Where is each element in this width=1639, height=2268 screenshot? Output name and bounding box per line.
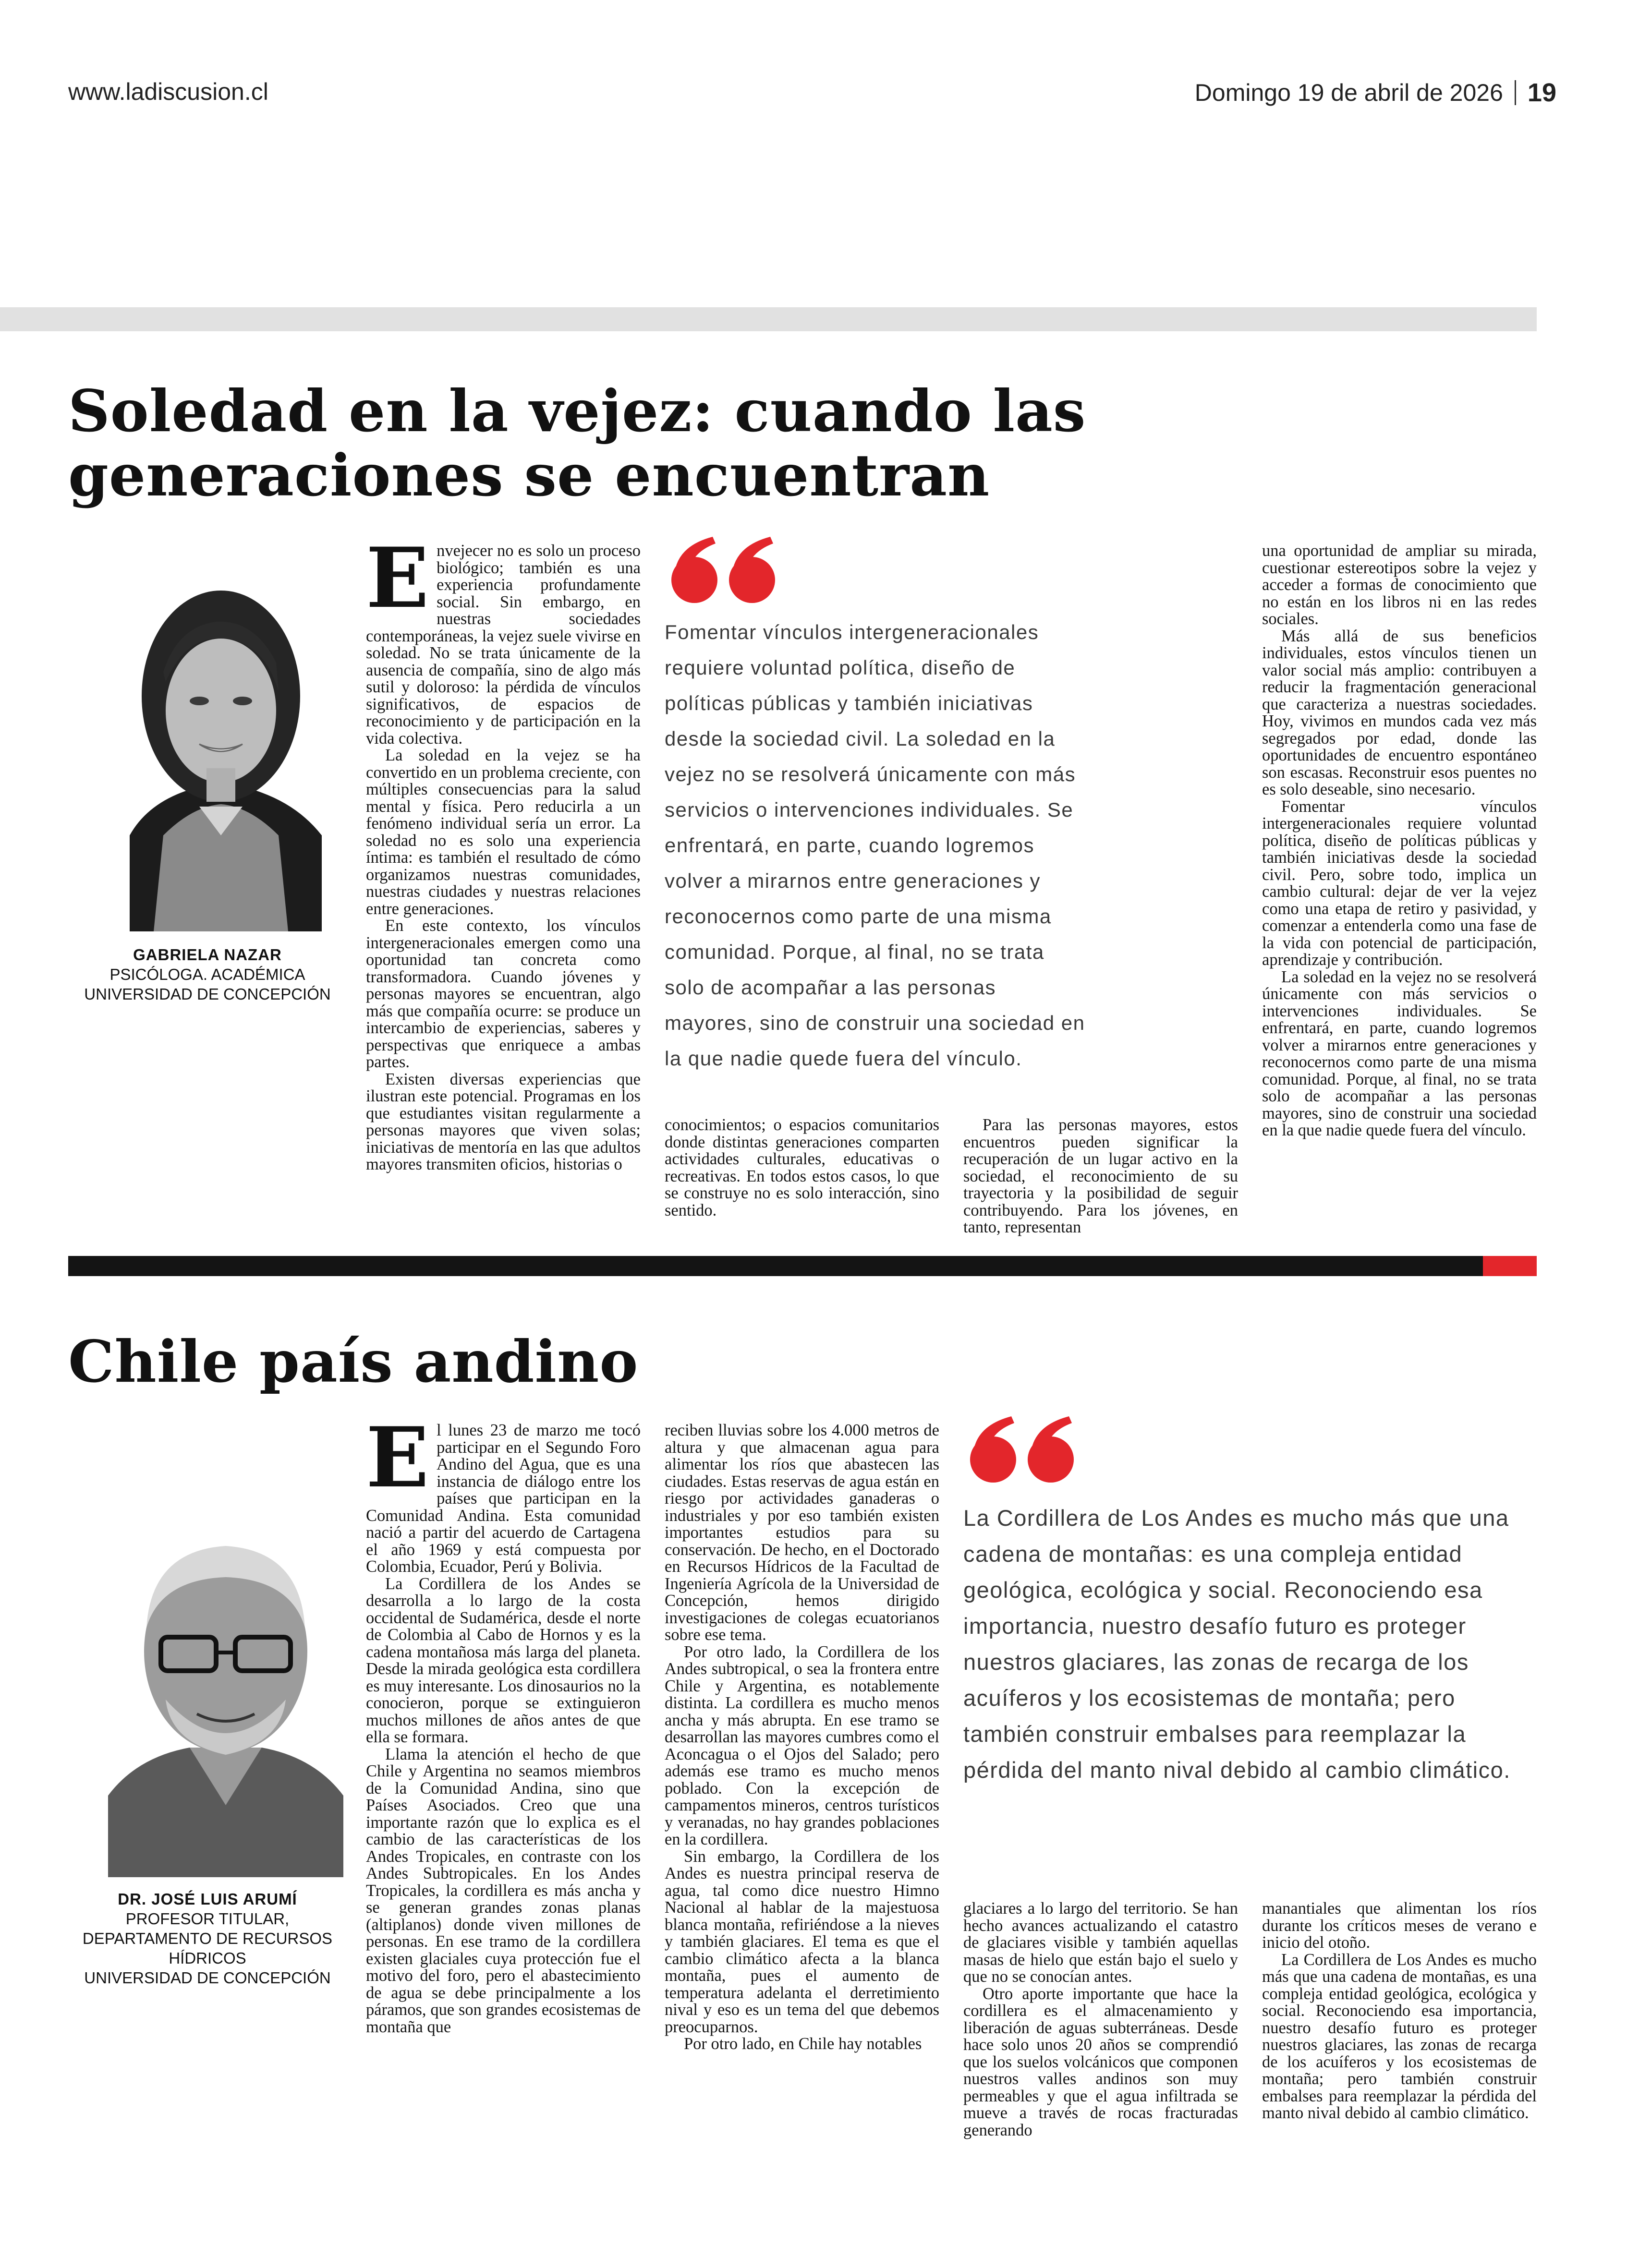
paragraph: Por otro lado, en Chile hay notables xyxy=(684,2035,922,2053)
article2-column-3 xyxy=(963,1900,1238,2139)
author-portrait-woman xyxy=(96,567,346,931)
article1-byline xyxy=(68,945,347,1004)
article1-column-4 xyxy=(1262,543,1537,1139)
article1-headline xyxy=(68,379,1086,508)
pull-quote-text: La Cordillera de Los Andes es mucho más que una cadena de montañas: es una compleja entidad geológica, ecológica y social. Reconociendo esa importancia, nuestro desafío futuro es proteger nuestros glaciares, las zonas de recarga de los acuíferos y los ecosistemas de montaña; pero también construir embalses para reemplazar la pérdida del manto nival debido al cambio climático. xyxy=(963,1505,1511,1783)
author-affiliation: UNIVERSIDAD DE CONCEPCIÓN xyxy=(84,1969,331,1987)
article1-column-1 xyxy=(366,529,641,1173)
author-affiliation: UNIVERSIDAD DE CONCEPCIÓN xyxy=(84,985,331,1003)
issue-date: Domingo 19 de abril de 2026 xyxy=(1194,79,1503,106)
paragraph: manantiales que alimentan los ríos durante los críticos meses de verano e inicio del otoño. xyxy=(1262,1899,1537,1952)
article2-headline: Chile país andino xyxy=(68,1328,639,1396)
paragraph: La Cordillera de Los Andes es mucho más que una cadena de montañas, es una compleja entidad geológica, ecológica y social. Reconociendo esa importancia, nuestro desafío futuro es proteger nuestros glaciares, las zonas de recarga de los acuíferos y los ecosistemas de montaña; pero también construir embalses para reemplazar la pérdida del manto nival debido al cambio climático. xyxy=(1262,1950,1537,2122)
author-name: GABRIELA NAZAR xyxy=(133,946,282,964)
paragraph: La soledad en la vejez se ha convertido en un problema creciente, con múltiples consecuencias para la salud mental y física. Pero reducirla a un fenómeno individual sería un error. La soledad no es solo una experiencia íntima: es también el resultado de cómo organizamos nuestras comunidades, nuestras ciudades y nuestras relaciones entre generaciones. xyxy=(366,746,641,918)
paragraph: Sin embargo, la Cordillera de los Andes es nuestra principal reserva de agua, tal como dice nuestro Himno Nacional al hablar de la majestuosa blanca montaña, refiriéndose a la nieves y también glaciares. El tema es que el cambio climático afecta a la blanca montaña, pues el aumento de temperatura adelanta el derretimiento nival y eso es un tema del que debemos preocuparnos. xyxy=(665,1847,939,2036)
article1-headline-line1: Soledad en la vejez: cuando las xyxy=(68,377,1086,445)
site-url[interactable]: www.ladiscusion.cl xyxy=(68,78,268,105)
article1-column-2 xyxy=(665,1117,939,1219)
header-separator xyxy=(1515,80,1516,105)
article2-byline xyxy=(68,1889,347,1988)
author-portrait-man xyxy=(108,1498,343,1877)
quote-mark-icon xyxy=(665,532,789,604)
paragraph: Otro aporte importante que hace la cordillera es el almacenamiento y liberación de aguas subterráneas. Desde hace solo unos 20 años se comprendió que los suelos volcánicos que componen nuestros valles andinos son muy permeables y que el agua infiltrada se mueve a través de rocas fracturadas generando xyxy=(963,1984,1238,2139)
paragraph: reciben lluvias sobre los 4.000 metros de altura y que almacenan agua para alimentar los ríos que abastecen las ciudades. Estas reservas de agua están en riesgo por actividades ganaderas o industriales y por eso también existen importantes estudios para su conservación. De hecho, en el Doctorado en Recursos Hídricos de la Facultad de Ingeniería Agrícola de la Universidad de Concepción, hemos dirigido investigaciones de colegas ecuatorianos sobre ese tema. xyxy=(665,1421,939,1644)
paragraph: La soledad en la vejez no se resolverá únicamente con más servicios o intervenciones individuales. Se enfrentará, en parte, cuando logremos volver a mirarnos entre generaciones y reconocernos como parte de una misma comunidad. Porque, al final, no se trata solo de acompañar a las personas mayores, sino de construir una sociedad en la que nadie quede fuera del vínculo. xyxy=(1262,967,1537,1139)
paragraph: l lunes 23 de marzo me tocó participar en el Segundo Foro Andino del Agua, que es una instancia de diálogo entre los países que participan en la Comunidad Andina. Esta comunidad nació a partir del acuerdo de Cartagena el año 1969 y está compuesta por Colombia, Ecuador, Perú y Bolivia. xyxy=(366,1421,641,1576)
article1-column-3 xyxy=(963,1117,1238,1236)
paragraph: En este contexto, los vínculos intergeneracionales emergen como una oportunidad tan concreta como transformadora. Cuando jóvenes y personas mayores se encuentran, algo más que compañía ocurre: se produce un intercambio de experiencias, saberes y perspectivas que enriquece a ambas partes. xyxy=(366,917,641,1071)
date-page-block xyxy=(1195,78,1556,108)
article2-column-4 xyxy=(1262,1900,1537,2122)
dropcap: E xyxy=(366,529,429,627)
author-role: PROFESOR TITULAR, xyxy=(125,1910,290,1928)
author-role: PSICÓLOGA. ACADÉMICA xyxy=(109,965,305,983)
paragraph: una oportunidad de ampliar su mirada, cuestionar estereotipos sobre la vejez y acceder a formas de conocimiento que no están en los libros ni en las redes sociales. xyxy=(1262,542,1537,628)
paragraph: glaciares a lo largo del territorio. Se han hecho avances actualizando el catastro de glaciares visible y también aquellas masas de hielo que están bajo el suelo y que no se conocían antes. xyxy=(963,1899,1238,1986)
article1-author-photo xyxy=(96,567,346,931)
top-grey-band xyxy=(0,307,1537,331)
page-number: 19 xyxy=(1527,78,1556,107)
article2-column-1 xyxy=(366,1409,641,2036)
paragraph: Existen diversas experiencias que ilustran este potencial. Programas en los que estudiantes visitan regularmente a personas mayores que viven solas; iniciativas de mentoría en las que adultos mayores transmiten oficios, historias o xyxy=(366,1070,641,1173)
paragraph: Fomentar vínculos intergeneracionales requiere voluntad política, diseño de políticas públicas y también iniciativas desde la sociedad civil. Pero, sobre todo, implica un cambio cultural: dejar de ver la vejez como una etapa de retiro y pasividad, y comenzar a entenderla como una fase de la vida con potencial de participación, aprendizaje y contribución. xyxy=(1262,797,1537,969)
paragraph: conocimientos; o espacios comunitarios donde distintas generaciones comparten actividades culturales, educativas o recreativas. En todos estos casos, lo que se construye no es solo interacción, sino sentido. xyxy=(665,1116,939,1219)
section-divider xyxy=(68,1256,1483,1276)
quote-mark-icon xyxy=(963,1411,1088,1484)
paragraph: Para las personas mayores, estos encuentros pueden significar la recuperación de un lugar activo en la sociedad, el reconocimiento de su trayectoria y la posibilidad de seguir contribuyendo. Para los jóvenes, en tanto, representan xyxy=(963,1116,1238,1236)
pull-quote-text: Fomentar vínculos intergeneracionales requiere voluntad política, diseño de políticas públicas y también iniciativas desde la sociedad civil. La soledad en la vejez no se resolverá únicamente con más servicios o intervenciones individuales. Se enfrentará, en parte, cuando logremos volver a mirarnos entre generaciones y reconocernos como parte de una misma comunidad. Porque, al final, no se trata solo de acompañar a las personas mayores, sino de construir una sociedad en la que nadie quede fuera del vínculo. xyxy=(665,621,1085,1070)
author-department: DEPARTAMENTO DE RECURSOS xyxy=(82,1930,333,1947)
author-department-cont: HÍDRICOS xyxy=(169,1949,246,1967)
paragraph: Por otro lado, la Cordillera de los Andes subtropical, o sea la frontera entre Chile y Argentina, es notablemente distinta. La cordillera es mucho menos ancha y más abrupta. En ese tramo se desarrollan las mayores cumbres como el Aconcagua o el Ojos del Salado; pero además ese tramo es mucho menos poblado. Con la excepción de campamentos mineros, centros turísticos y veranadas, no hay grandes poblaciones en la cordillera. xyxy=(665,1642,939,1848)
article2-column-2 xyxy=(665,1422,939,2053)
article2-author-photo xyxy=(108,1498,343,1877)
article2-pull-quote xyxy=(963,1411,1537,1788)
paragraph: Llama la atención el hecho de que Chile y Argentina no seamos miembros de la Comunidad Andina, sino que Países Asociados. Creo que una importante razón que lo explica es el cambio de las características de los Andes Tropicales, en contraste con los Andes Subtropicales. En los Andes Tropicales, la cordillera es más ancha y se generan grandes zonas planas (altiplanos) donde viven millones de personas. En ese tramo de la cordillera existen glaciales cuya protección fue el motivo del foro, pero el abastecimiento de agua se debe principalmente a los páramos, que son grandes ecosistemas de montaña que xyxy=(366,1745,641,2036)
article1-pull-quote xyxy=(665,532,1087,1076)
dropcap: E xyxy=(366,1409,429,1506)
section-divider-accent xyxy=(1483,1256,1537,1276)
author-name: DR. JOSÉ LUIS ARUMÍ xyxy=(118,1890,297,1908)
paragraph: La Cordillera de los Andes se desarrolla a lo largo de la costa occidental de Sudamérica, desde el norte de Colombia al Cabo de Hornos y es la cadena montañosa más larga del planeta. Desde la mirada geológica esta cordillera es muy interesante. Los dinosaurios no la conocieron, porque se extinguieron muchos millones de años antes de que ella se formara. xyxy=(366,1574,641,1746)
paragraph: Más allá de sus beneficios individuales, estos vínculos tienen un valor social más amplio: contribuyen a reducir la fragmentación generacional que caracteriza a nuestras sociedades. Hoy, vivimos en mundos cada vez más segregados por edad, donde las oportunidades de encuentro espontáneo son escasas. Reconstruir esos puentes no es solo deseable, sino necesario. xyxy=(1262,627,1537,798)
paragraph: nvejecer no es solo un proceso biológico; también es una experiencia profundamente social. Sin embargo, en nuestras sociedades contemporáneas, la vejez suele vivirse en soledad. No se trata únicamente de la ausencia de compañía, sino de algo más sutil y doloroso: la pérdida de vínculos significativos, de espacios de reconocimiento y de participación en la vida colectiva. xyxy=(366,542,641,748)
article1-headline-line2: generaciones se encuentran xyxy=(68,442,990,509)
